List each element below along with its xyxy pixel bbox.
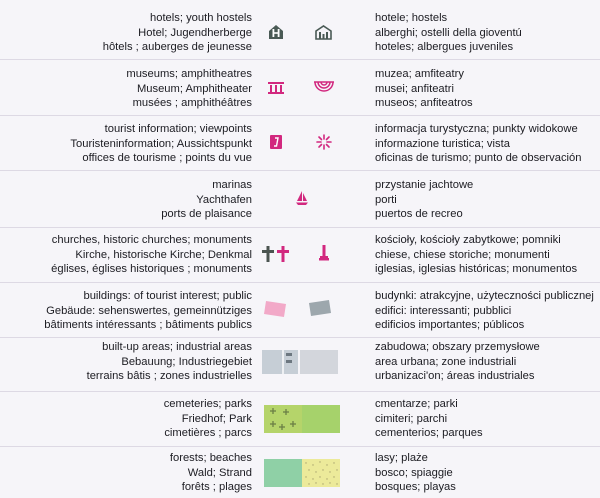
label-es: cementerios; parques (375, 427, 483, 440)
label-en: built-up areas; industrial areas (102, 341, 252, 353)
row-divider (0, 59, 600, 60)
label-pl: budynki: atrakcyjne, użyteczności publicznej (375, 290, 594, 302)
viewpoint-icon (316, 134, 332, 150)
tourist-building-swatch (262, 299, 288, 319)
label-fr: forêts ; plages (181, 481, 252, 494)
label-fr: églises, églises historiques ; monuments (51, 263, 252, 276)
row-divider (0, 170, 600, 171)
label-es: puertos de recreo (375, 208, 463, 221)
beach-swatch (302, 459, 340, 487)
label-it: area urbana; zone industriali (375, 355, 517, 368)
forest-swatch (264, 459, 302, 487)
english-german-french-labels (8, 451, 252, 495)
museum-icon (267, 81, 285, 95)
row-divider (0, 391, 600, 392)
label-es: museos; anfiteatros (375, 97, 473, 110)
label-fr: hôtels ; auberges de jeunesse (102, 41, 252, 54)
label-de: Yachthafen (196, 193, 252, 206)
row-divider (0, 337, 600, 338)
label-pl: zabudowa; obszary przemysłowe (375, 341, 540, 353)
polish-italian-spanish-labels (375, 397, 597, 441)
polish-italian-spanish-labels (375, 11, 597, 55)
polish-italian-spanish-labels (375, 289, 597, 333)
label-it: chiese, chiese storiche; monumenti (375, 248, 550, 261)
english-german-french-labels (8, 67, 252, 111)
label-fr: bâtiments intéressants ; bâtiments publics (44, 319, 252, 332)
label-fr: musées ; amphithéâtres (132, 97, 252, 110)
english-german-french-labels (8, 11, 252, 55)
row-divider (0, 115, 600, 116)
label-fr: ports de plaisance (161, 208, 252, 221)
church-icon (262, 246, 274, 262)
row-divider (0, 227, 600, 228)
label-de: Wald; Strand (187, 466, 252, 479)
label-de: Bebauung; Industriegebiet (121, 355, 252, 368)
label-pl: muzea; amfiteatry (375, 68, 464, 80)
hotel-icon (268, 24, 284, 40)
public-building-swatch (307, 298, 333, 318)
sailboat-icon (295, 190, 309, 206)
label-pl: hotele; hostels (375, 12, 448, 24)
english-german-french-labels (8, 233, 252, 277)
label-it: alberghi; ostelli della gioventú (375, 26, 522, 39)
label-en: tourist information; viewpoints (104, 123, 252, 135)
label-es: urbanizaci'on; áreas industriales (375, 370, 535, 383)
polish-italian-spanish-labels (375, 340, 597, 384)
polish-italian-spanish-labels (375, 122, 597, 166)
youth-hostel-icon (315, 25, 332, 40)
label-en: churches, historic churches; monuments (51, 234, 252, 246)
label-pl: kościoły, kościoły zabytkowe; pomniki (375, 234, 561, 246)
polish-italian-spanish-labels (375, 178, 597, 222)
label-pl: lasy; plaże (375, 452, 428, 464)
label-en: buildings: of tourist interest; public (83, 290, 252, 302)
label-de: Museum; Amphitheater (136, 82, 252, 95)
row-divider (0, 282, 600, 283)
park-swatch (302, 405, 340, 433)
label-en: cemeteries; parks (163, 398, 252, 410)
label-fr: cimetières ; parcs (164, 427, 252, 440)
polish-italian-spanish-labels (375, 233, 597, 277)
monument-icon (318, 244, 330, 261)
label-it: informazione turistica; vista (375, 137, 510, 150)
english-german-french-labels (8, 178, 252, 222)
label-it: cimiteri; parchi (375, 412, 448, 425)
label-es: oficinas de turismo; punto de observación (375, 152, 582, 165)
english-german-french-labels (8, 397, 252, 441)
amphitheatre-icon (314, 80, 334, 92)
label-es: hoteles; albergues juveniles (375, 41, 514, 54)
label-de: Kirche, historische Kirche; Denkmal (75, 248, 252, 261)
label-pl: informacja turystyczna; punkty widokowe (375, 123, 578, 135)
label-it: musei; anfiteatri (375, 82, 454, 95)
polish-italian-spanish-labels (375, 451, 597, 495)
label-es: iglesias, iglesias históricas; monumentos (375, 263, 578, 276)
english-german-french-labels (8, 340, 252, 384)
label-en: hotels; youth hostels (150, 12, 252, 24)
label-es: bosques; playas (375, 481, 456, 494)
label-de: Hotel; Jugendherberge (138, 26, 252, 39)
label-it: bosco; spiaggie (375, 466, 453, 479)
label-de: Gebäude: sehenswertes, gemeinnütziges (46, 304, 252, 317)
historic-church-icon (277, 246, 289, 262)
label-fr: offices de tourisme ; points du vue (82, 152, 252, 165)
industrial-area-swatch (300, 350, 338, 374)
label-en: forests; beaches (169, 452, 252, 464)
built-up-area-swatch (262, 350, 298, 374)
label-it: edifici: interessanti; pubblici (375, 304, 512, 317)
label-es: edificios importantes; públicos (375, 319, 525, 332)
label-de: Friedhof; Park (181, 412, 252, 425)
cemetery-swatch (264, 405, 302, 433)
english-german-french-labels (8, 289, 252, 333)
label-it: porti (375, 193, 397, 206)
polish-italian-spanish-labels (375, 67, 597, 111)
label-en: marinas (212, 179, 252, 191)
label-en: museums; amphitheatres (126, 68, 252, 80)
label-pl: przystanie jachtowe (375, 179, 474, 191)
label-fr: terrains bâtis ; zones industrielles (86, 370, 252, 383)
label-de: Touristeninformation; Aussichtspunkt (70, 137, 252, 150)
row-divider (0, 446, 600, 447)
label-pl: cmentarze; parki (375, 398, 458, 410)
information-icon (270, 135, 282, 149)
english-german-french-labels (8, 122, 252, 166)
